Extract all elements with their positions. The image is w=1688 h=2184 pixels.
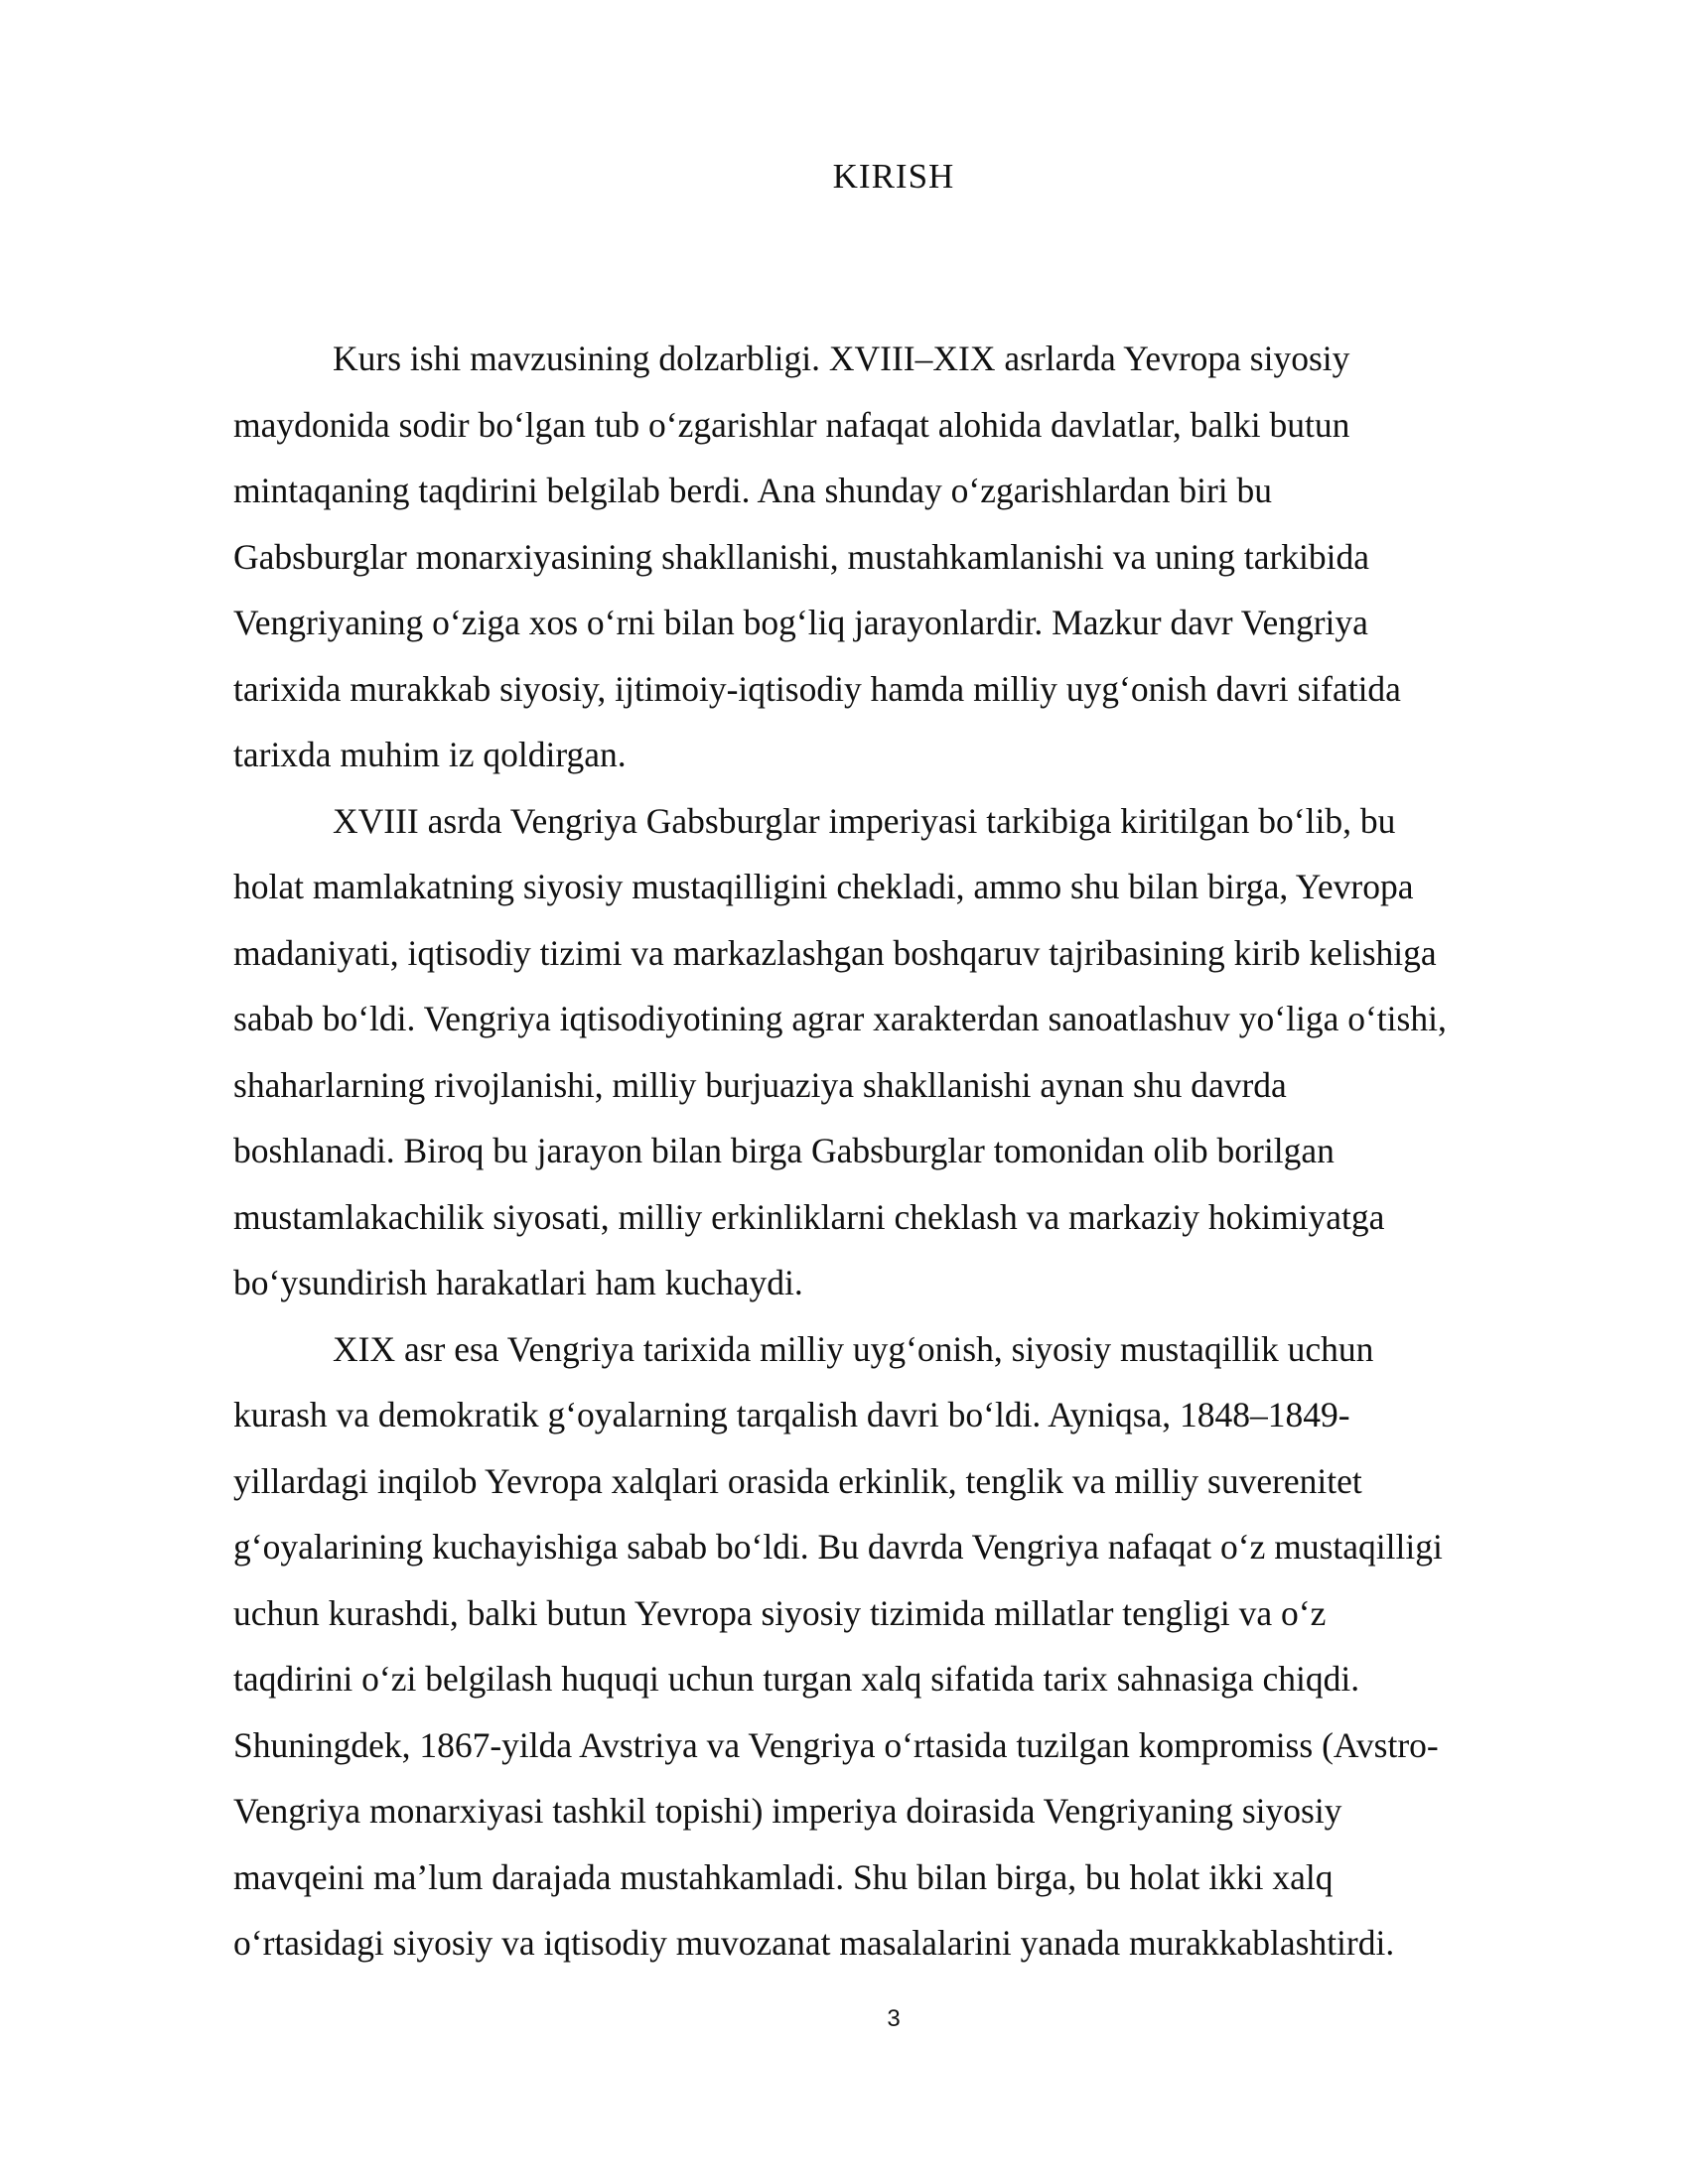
paragraph-line: maydonida sodir bo‘lgan tub o‘zgarishlar nafaqat alohida davlatlar, balki butun	[233, 404, 1350, 445]
body-text	[233, 326, 1549, 1977]
paragraph-line: mavqeini ma’lum darajada mustahkamladi. Shu bilan birga, bu holat ikki xalq	[233, 1856, 1334, 1897]
paragraph-line: yillardagi inqilob Yevropa xalqlari orasida erkinlik, tenglik va milliy suverenitet	[233, 1460, 1362, 1501]
paragraph-line: mintaqaning taqdirini belgilab berdi. Ana shunday o‘zgarishlardan biri bu	[233, 471, 1273, 510]
paragraph-line: sabab bo‘ldi. Vengriya iqtisodiyotining agrar xarakterdan sanoatlashuv yo‘liga o‘tishi,	[233, 999, 1447, 1038]
paragraph	[233, 326, 1549, 788]
paragraph-line: kurash va demokratik g‘oyalarning tarqalish davri bo‘ldi. Ayniqsa, 1848–1849-	[233, 1395, 1350, 1434]
paragraph-line: taqdirini o‘zi belgilash huquqi uchun turgan xalq sifatida tarix sahnasiga chiqdi.	[233, 1659, 1360, 1699]
paragraph-line: XVIII asrda Vengriya Gabsburglar imperiyasi tarkibiga kiritilgan bo‘lib, bu	[333, 800, 1396, 841]
paragraph-line: g‘oyalarining kuchayishiga sabab bo‘ldi. Bu davrda Vengriya nafaqat o‘z mustaqilligi	[233, 1527, 1443, 1567]
paragraph-line: XIX asr esa Vengriya tarixida milliy uyg‘onish, siyosiy mustaqillik uchun	[333, 1328, 1374, 1369]
paragraph	[233, 1316, 1549, 1977]
paragraph-line: bo‘ysundirish harakatlari ham kuchaydi.	[233, 1263, 803, 1302]
paragraph-line: boshlanadi. Biroq bu jarayon bilan birga Gabsburglar tomonidan olib borilgan	[233, 1131, 1335, 1170]
paragraph-line: madaniyati, iqtisodiy tizimi va markazlashgan boshqaruv tajribasining kirib kelishiga	[233, 932, 1437, 973]
paragraph-line: tarixda muhim iz qoldirgan.	[233, 735, 627, 774]
paragraph-line: holat mamlakatning siyosiy mustaqilligini chekladi, ammo shu bilan birga, Yevropa	[233, 867, 1414, 906]
page-heading: KIRISH	[832, 157, 955, 196]
paragraph-line: mustamlakachilik siyosati, milliy erkinliklarni cheklash va markaziy hokimiyatga	[233, 1196, 1385, 1237]
paragraph-line: shaharlarning rivojlanishi, milliy burjuaziya shakllanishi aynan shu davrda	[233, 1064, 1287, 1105]
paragraph-line: o‘rtasidagi siyosiy va iqtisodiy muvozanat masalalarini yanada murakkablashtirdi.	[233, 1923, 1395, 1963]
page-number: 3	[887, 2005, 901, 2032]
paragraph	[233, 788, 1549, 1316]
paragraph-line: tarixida murakkab siyosiy, ijtimoiy-iqtisodiy hamda milliy uyg‘onish davri sifatida	[233, 668, 1401, 709]
paragraph-line: Vengriyaning o‘ziga xos o‘rni bilan bog‘liq jarayonlardir. Mazkur davr Vengriya	[233, 603, 1368, 642]
paragraph-line: uchun kurashdi, balki butun Yevropa siyosiy tizimida millatlar tengligi va o‘z	[233, 1592, 1327, 1633]
paragraph-line: Kurs ishi mavzusining dolzarbligi. XVIII–XIX asrlarda Yevropa siyosiy	[333, 339, 1350, 378]
paragraph-line: Gabsburglar monarxiyasining shakllanishi, mustahkamlanishi va uning tarkibida	[233, 536, 1370, 577]
paragraph-line: Shuningdek, 1867-yilda Avstriya va Vengriya o‘rtasida tuzilgan kompromiss (Avstro-	[233, 1724, 1439, 1765]
paragraph-line: Vengriya monarxiyasi tashkil topishi) imperiya doirasida Vengriyaning siyosiy	[233, 1791, 1342, 1831]
